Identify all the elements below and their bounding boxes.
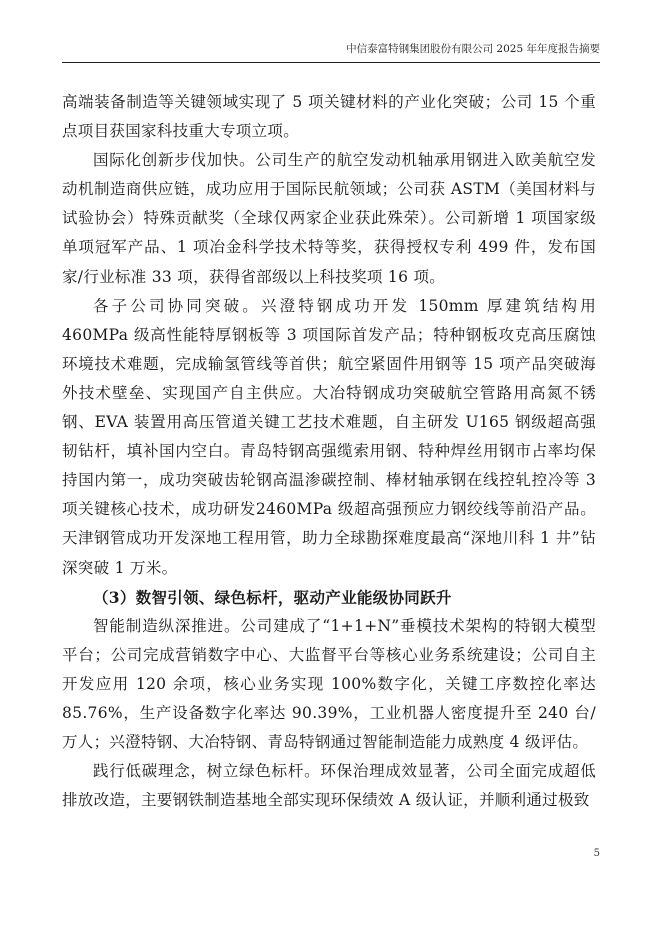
page-number: 5 xyxy=(593,848,600,859)
document-body xyxy=(62,88,596,815)
paragraph-low-carbon: 践行低碳理念，树立绿色标杆。环保治理成效显著，公司全面完成超低排放改造，主要钢铁制造基地全部实现环保绩效 A 级认证，并顺利通过极致 xyxy=(62,762,596,810)
page-header xyxy=(62,40,600,63)
paragraph-internationalization: 国际化创新步伐加快。公司生产的航空发动机轴承用钢进入欧美航空发动机制造商供应链，成功应用于国际民航领域；公司获 ASTM（美国材料与试验协会）特殊贡献奖（全球仅两家企业获此殊荣）。公司新增 1 项国家级单项冠军产品、1 项冶金科学技术特等奖，获得授权专利 499 件，发布国家/行业标准 33 项，获得省部级以上科技奖项 16 项。 xyxy=(62,151,596,286)
report-title: 中信泰富特钢集团股份有限公司 2025 年年度报告摘要 xyxy=(346,43,600,55)
section-heading: （3）数智引领、绿色标杆，驱动产业能级协同跃升 xyxy=(93,587,452,607)
paragraph-subsidiaries: 各子公司协同突破。兴澄特钢成功开发 150mm 厚建筑结构用 460MPa 级高性能特厚钢板等 3 项国际首发产品；特种钢板攻克高压腐蚀环境技术难题，完成输氢管线等首供；航空紧固件用钢等 15 项产品突破海外技术壁垒、实现国产自主供应。大冶特钢成功突破航空管路用高氮不锈钢、EVA 装置用高压管道关键工艺技术难题，自主研发 U165 钢级超高强韧钻杆，填补国内空白。青岛特钢高强缆索用钢、特种焊丝用钢市占率均保持国内第一，成功突破齿轮钢高温渗碳控制、棒材轴承钢在线控轧控冷等 3 项关键核心技术，成功研发2460MPa 级超高强预应力钢绞线等前沿产品。天津钢管成功开发深地工程用管，助力全球勘探难度最高“深地川科 1 井”钻深突破 1 万米。 xyxy=(62,296,596,577)
paragraph-continued: 高端装备制造等关键领域实现了 5 项关键材料的产业化突破；公司 15 个重点项目获国家科技重大专项立项。 xyxy=(62,93,596,141)
paragraph-smart-manufacturing: 智能制造纵深推进。公司建成了“1+1+N”垂模技术架构的特钢大模型平台；公司完成营销数字中心、大监督平台等核心业务系统建设；公司自主开发应用 120 余项，核心业务实现 100%数字化，关键工序数控化率达 85.76%，生产设备数字化率达 90.39%，工业机器人密度提升至 240 台/万人；兴澄特钢、大冶特钢、青岛特钢通过智能制造能力成熟度 4 级评估。 xyxy=(62,616,596,752)
